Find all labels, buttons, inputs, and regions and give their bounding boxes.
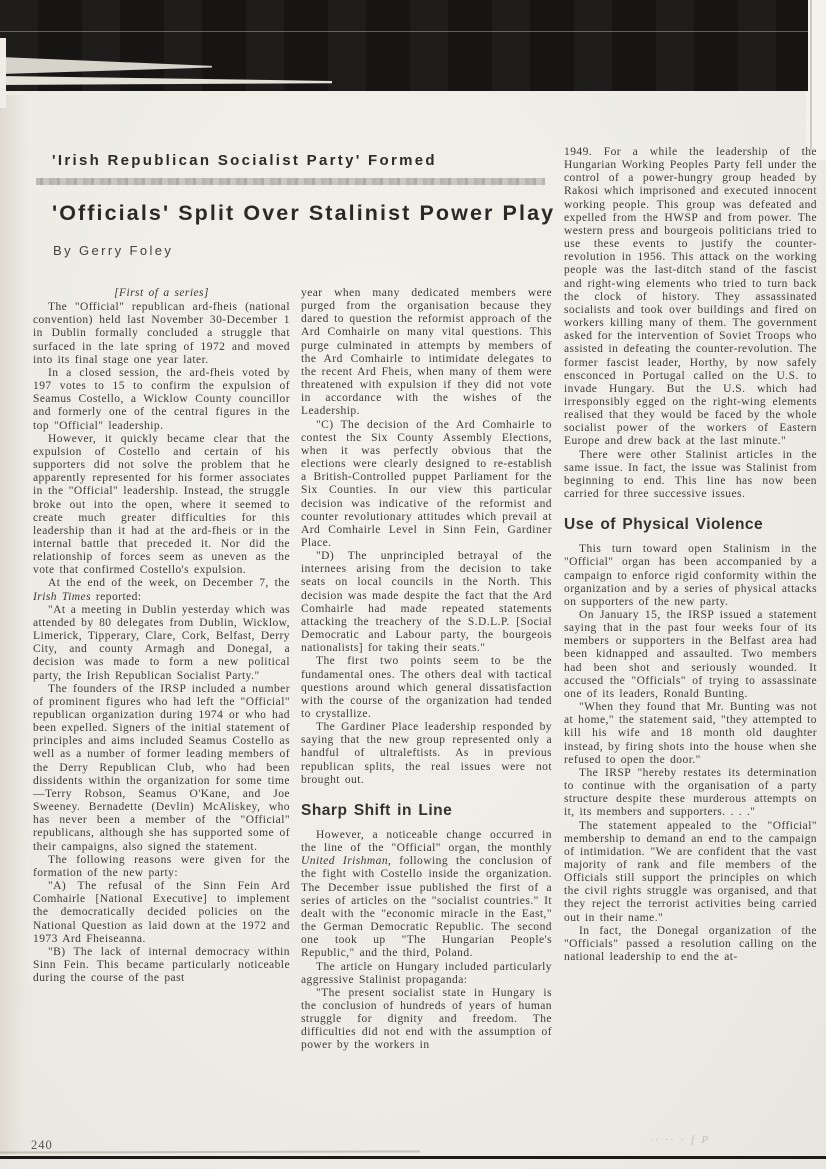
scan-bottom-smudge [0,1150,420,1153]
page-bottom-rule [0,1156,826,1159]
article-headline: 'Officials' Split Over Stalinist Power Play [52,201,556,225]
paragraph: year when many dedicated members were purged from the organisation because they dared to question the reformist approach of the Ard Comhairle on many vital questions. This purge culminated in attempts by members of the Ard Comhairle to intimidate delegates to the recent Ard Fheis, when many of them were threatened with expulsion if they did not vote in accordance with the wishes of the Leadership. [301,287,552,418]
paragraph: The article on Hungary included particularly aggressive Stalinist propaganda: [301,960,552,986]
paragraph: At the end of the week, on December 7, the Irish Times reported: [33,577,290,603]
paragraph: "C) The decision of the Ard Comhairle to contest the Six County Assembly Elections, when it was perfectly obvious that the elections were clearly designed to re-establish a British-Controlled puppet Parliament for the Six Counties. In our view this particular decision was indicative of the reformist and counter revolutionary attitudes which prevail at Ard Comhairle Level in Sinn Fein, Gardiner Place. [301,418,552,549]
paragraph: The following reasons were given for the formation of the new party: [33,853,290,879]
scan-band-hairline [0,31,808,32]
paragraph: "The present socialist state in Hungary is the conclusion of hundreds of years of human struggle for dignity and freedom. The difficulties did not end with the assumption of power by the workers in [301,986,552,1052]
series-note: [First of a series] [114,287,209,299]
paragraph: The first two points seem to be the fundamental ones. The others deal with tactical questions around which general dissatisfaction with the course of the organization had tended to crystallize. [301,655,552,720]
paragraph: In a closed session, the ard-fheis voted by 197 votes to 15 to confirm the expulsion of Seamus Costello, a Wicklow County councillor and formerly one of the central figures in the top "Official" leadership. [33,366,290,432]
paragraph: The Gardiner Place leadership responded by saying that the new group represented only a handful of ultraleftists. As in previous republican splits, the real issues were not brought out. [301,721,552,786]
article-column-3 [564,146,817,964]
paragraph: The statement appealed to the "Official" membership to demand an end to the campaign of intimidation. "We are confident that the vast majority of rank and file members of the Officials still support the principles on which the civil rights struggle was organised, and that they reject the terrorist activities being carried out in their name." [564,819,817,924]
paragraph: However, it quickly became clear that the expulsion of Costello and certain of his supporters did not solve the problem that he apparently represented for his former associates in the "Official" leadership. Instead, the struggle broke out into the open, where it seemed to create much greater difficulties for this leadership than it had at the ard-fheis or in the internal battle that preceded it. Nor did the relationship of forces seem as uneven as the vote that confirmed Costello's expulsion. [33,432,290,577]
article-column-1 [33,287,290,985]
paragraph: "When they found that Mr. Bunting was not at home," the statement said, "they attempted to kill his wife and 18 month old daughter instead, by firing shots into the house when she refused to open the door." [564,701,817,766]
article-kicker: 'Irish Republican Socialist Party' Formed [52,152,437,169]
paragraph: "A) The refusal of the Sinn Fein Ard Comhairle [National Executive] to implement the democratically decided policies on the National Question as laid down at the 1972 and 1973 Ard Fheiseanna. [33,880,290,945]
article-byline: By Gerry Foley [53,243,174,258]
kicker-divider-rule [36,178,545,185]
paragraph: On January 15, the IRSP issued a statement saying that in the past four weeks four of its members or supporters in the Belfast area had been kidnapped and assaulted. Two members had been shot and seriously wounded. It accused the "Officials" of trying to assassinate one of its leaders, Ronald Bunting. [564,609,817,700]
paragraph: However, a noticeable change occurred in the line of the "Official" organ, the monthly United Irishman, following the conclusion of the fight with Costello inside the organization. The December issue published the first of a series of articles on the "socialist countries." It dealt with the "economic miracle in the East," the German Democratic Republic. The second one took up "The Hungarian People's Republic," and the third, Poland. [301,828,552,960]
paragraph: "B) The lack of internal democracy within Sinn Fein. This became particularly noticeable during the course of the past [33,945,290,985]
paragraph: There were other Stalinist articles in the same issue. In fact, the issue was Stalinist from beginning to end. This line has now been carried for three successive issues. [564,448,817,501]
paragraph: This turn toward open Stalinism in the "Official" organ has been accompanied by a campaign to enforce rigid conformity within the organization and by a series of physical attacks on supporters of the new party. [564,543,817,608]
section-heading: Sharp Shift in Line [301,801,453,819]
footer-print-fragment: ·· ·· · f P [650,1135,711,1146]
paragraph: In fact, the Donegal organization of the "Officials" passed a resolution calling on the national leadership to end the at- [564,924,817,964]
paragraph: The "Official" republican ard-fheis (national convention) held last November 30-December 1 in Dublin formally concluded a struggle that surfaced in the late spring of 1972 and moved into its final stage one year later. [33,301,290,366]
scan-left-edge-shading [0,95,28,1155]
section-heading: Use of Physical Violence [564,516,764,534]
article-column-2 [301,287,552,1053]
paragraph: The IRSP "hereby restates its determination to continue with the organisation of a party structure despite these murderous attempts on it, its members and supporters. . . ." [564,766,817,819]
paragraph: 1949. For a while the leadership of the Hungarian Working Peoples Party fell under the control of a power-hungry group headed by Rakosi which imprisoned and executed innocent working people. This group was defeated and expelled from the HWSP and from power. The western press and bourgeois politicians tried to use these events to justify the counter-revolution in 1956. This attack on the working people was the last-ditch stand of the fascist and right-wing elements who tried to turn back the clock of history. They assassinated socialists and took over buildings and fired on workers killing many of them. The government asked for the intervention of Soviet Troops who assisted in defeating the counter-revolution. The former fascist leader, Horthy, by now safely ensconced in Portugal called on the U.S. to invade Hungary. But the U.S. which had irresponsibly egged on the right-wing elements realised that they would be faced by the whole socialist power of the workers of Eastern Europe and drew back at the last minute." [564,146,817,448]
scan-right-edge-line [810,0,812,150]
scan-left-sliver-artifact [0,38,6,108]
paragraph: "D) The unprincipled betrayal of the internees arising from the decision to take seats on local councils in the North. This decision was made despite the fact that the Ard Comhairle had made repeated statements attacking the treachery of the S.D.L.P. [Social Democratic and Labour party, the bourgeois nationalists] for taking their seats." [301,550,552,655]
scan-right-margin [806,0,826,160]
page-number: 240 [31,1138,53,1152]
paragraph: "At a meeting in Dublin yesterday which was attended by 80 delegates from Dublin, Wicklow, Limerick, Tipperary, Clare, Cork, Belfast, Derry City, and county Armagh and Donegal, a decision was made to form a new political party, the Irish Republican Socialist Party." [33,603,290,682]
paragraph: The founders of the IRSP included a number of prominent figures who had left the "Official" republican organization during 1974 or who had been expelled. Signers of the initial statement of principles and aims included Seamus Costello as well as a number of former leading members of the Derry Republican Club, who had been dissidents within the organization for some time—Terry Robson, Seamus O'Kane, and Joe Sweeney. Bernadette (Devlin) McAliskey, who has never been a member of the "Official" republicans, although she has supported some of their campaigns, also signed the statement. [33,682,290,853]
scan-top-black-band [0,0,808,91]
